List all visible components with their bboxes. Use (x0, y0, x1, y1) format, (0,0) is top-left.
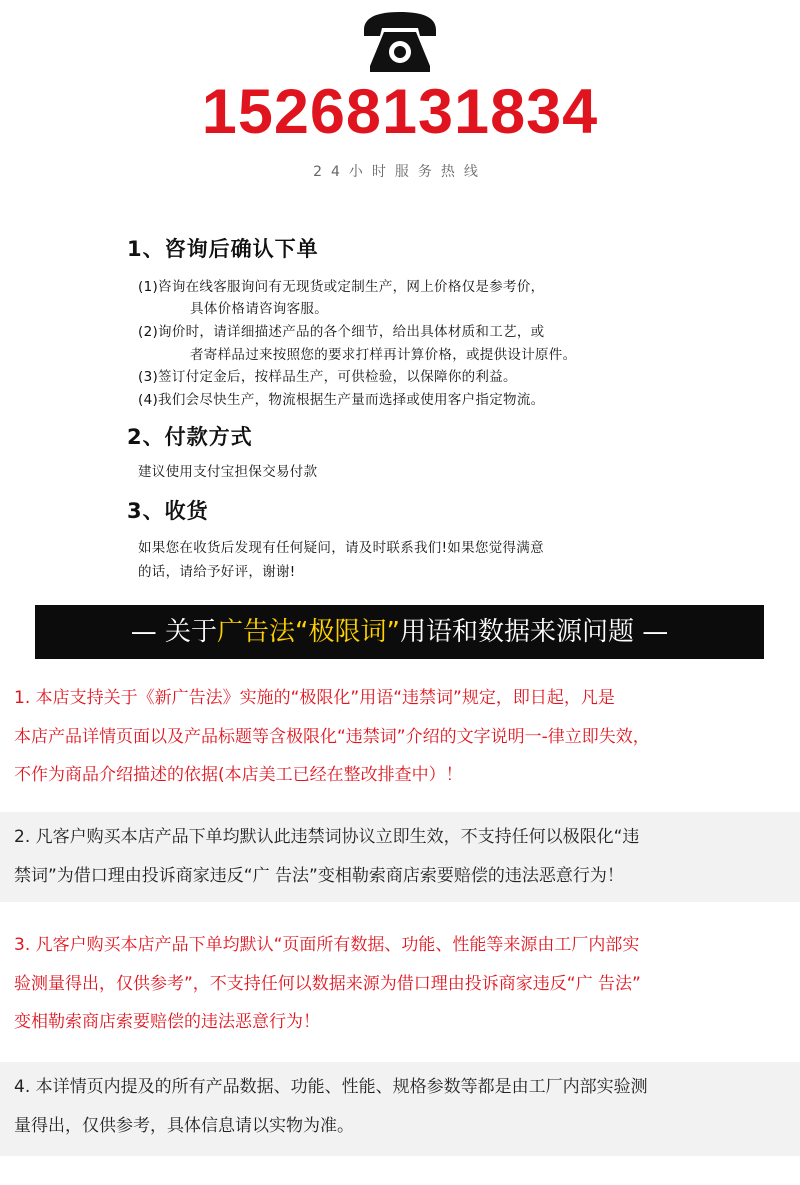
notice-line: 本店产品详情页面以及产品标题等含极限化“违禁词”介绍的文字说明一-律立即失效， (14, 726, 650, 747)
notice-line: 1. 本店支持关于《新广告法》实施的“极限化”用语“违禁词”规定，即日起，凡是 (14, 688, 615, 708)
notice-line: 量得出，仅供参考，具体信息请以实物为准。 (14, 1115, 354, 1136)
telephone-icon (360, 10, 440, 74)
notice-3 (0, 920, 800, 1050)
notice-line: 变相勒索商店索要赔偿的违法恶意行为！ (14, 1012, 320, 1032)
notice-4 (0, 1062, 800, 1156)
section1-line: 具体价格请咨询客服。 (190, 301, 328, 317)
banner-prefix: 关于 (165, 617, 218, 647)
banner-highlight: 广告法“极限词” (217, 617, 400, 647)
section1-line: (1)咨询在线客服询问有无现货或定制生产，网上价格仅是参考价， (138, 279, 545, 295)
section1-line: 者寄样品过来按照您的要求打样再计算价格，或提供设计原件。 (190, 347, 577, 363)
section1-line: (2)询价时，请详细描述产品的各个细节，给出具体材质和工艺，或 (138, 324, 545, 340)
banner-dash-right: — (642, 617, 669, 647)
notice-line: 2. 凡客户购买本店产品下单均默认此违禁词协议立即生效，不支持任何以极限化“违 (14, 827, 640, 847)
notice-2 (0, 812, 800, 902)
notice-line: 3. 凡客户购买本店产品下单均默认“页面所有数据、功能、性能等来源由工厂内部实 (14, 935, 640, 955)
notice-line: 禁词”为借口理由投诉商家违反“广 告法”变相勒索商店索要赔偿的违法恶意行为！ (14, 865, 624, 886)
notice-line: 4. 本详情页内提及的所有产品数据、功能、性能、规格参数等都是由工厂内部实验测 (14, 1077, 648, 1097)
hotline-phone-number[interactable]: 15268131834 (201, 77, 599, 147)
notice-1 (0, 674, 800, 800)
section1-line: (3)签订付定金后，按样品生产，可供检验，以保障你的利益。 (138, 369, 517, 385)
ad-law-banner (35, 605, 764, 659)
section3-line: 的话，请给予好评，谢谢! (138, 564, 296, 580)
section2-line: 建议使用支付宝担保交易付款 (138, 464, 318, 480)
section1-line: (4)我们会尽快生产，物流根据生产量而选择或使用客户指定物流。 (138, 392, 545, 408)
hotline-label: 24小时服务热线 (313, 164, 487, 180)
notice-line: 验测量得出，仅供参考”，不支持任何以数据来源为借口理由投诉商家违反“广 告法” (14, 973, 641, 994)
section-title-payment: 2、付款方式 (127, 425, 253, 449)
banner-dash-left: — (130, 617, 157, 647)
section3-line: 如果您在收货后发现有任何疑问，请及时联系我们!如果您觉得满意 (138, 540, 544, 556)
banner-suffix: 用语和数据来源问题 (399, 617, 634, 647)
notice-line: 不作为商品介绍描述的依据(本店美工已经在整改排查中）！ (14, 765, 463, 785)
section-title-receipt: 3、收货 (127, 499, 209, 523)
section-title-consult: 1、咨询后确认下单 (127, 237, 319, 261)
